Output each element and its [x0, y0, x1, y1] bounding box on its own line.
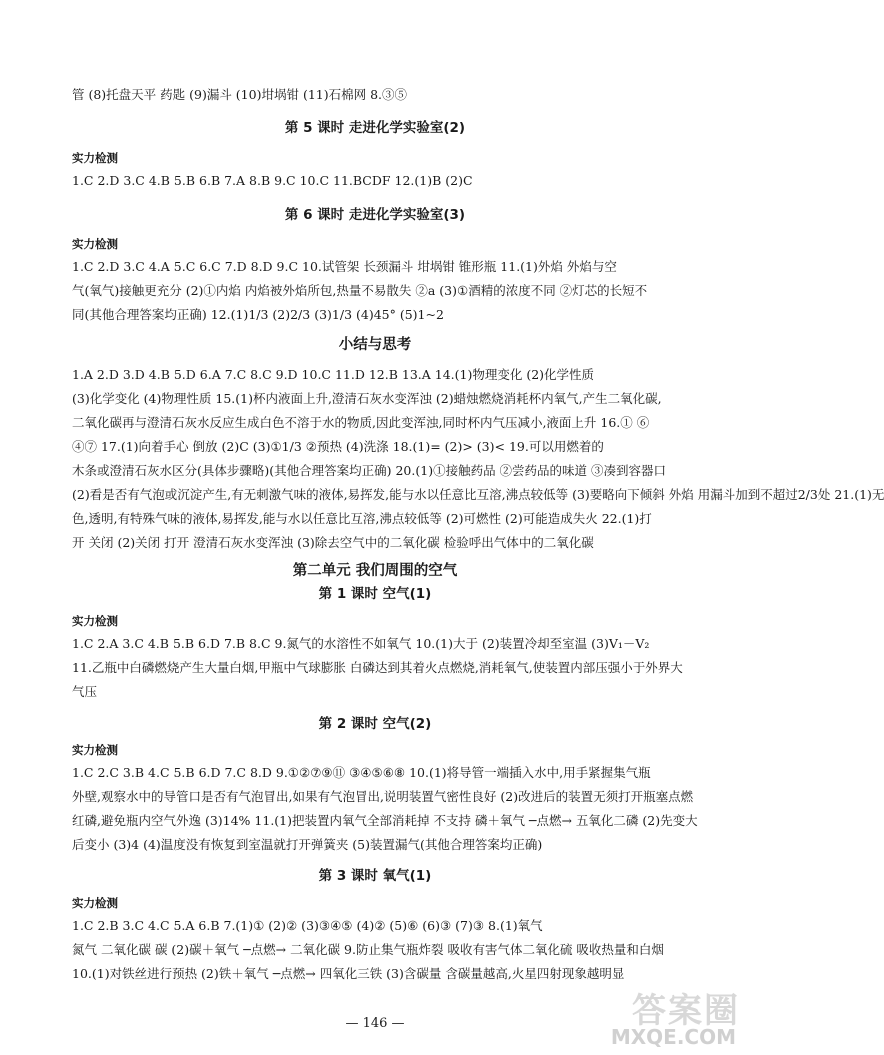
section-title: 第 1 课时 空气(1) — [318, 586, 432, 602]
section-subtitle: 实力检测 — [72, 896, 118, 910]
text-line: 后变小 (3)4 (4)温度没有恢复到室温就打开弹簧夹 (5)装置漏气(其他合理答案均正确) — [72, 837, 543, 852]
text-line: (2)看是否有气泡或沉淀产生,有无刺激气味的液体,易挥发,能与水以任意比互溶,沸点较低等 (3)要略向下倾斜 外焰 用漏斗加到不超过2/3处 21.(1)无 — [72, 487, 884, 502]
text-line: 1.C 2.A 3.C 4.B 5.B 6.D 7.B 8.C 9.氮气的水溶性不如氧气 10.(1)大于 (2)装置冷却至室温 (3)V₁－V₂ — [72, 636, 650, 651]
section-title: 小结与思考 — [338, 337, 412, 353]
section-subtitle: 实力检测 — [72, 614, 118, 628]
section-subtitle: 实力检测 — [72, 743, 118, 757]
watermark-text: 答案圈 — [632, 991, 740, 1031]
text-line: 木条或澄清石灰水区分(具体步骤略)(其他合理答案均正确) 20.(1)①接触药品 ②尝药品的味道 ③凑到容器口 — [72, 463, 667, 478]
text-line: (3)化学变化 (4)物理性质 15.(1)杯内液面上升,澄清石灰水变浑浊 (2)蜡烛燃烧消耗杯内氧气,产生二氧化碳, — [72, 391, 662, 406]
text-line: ④⑦ 17.(1)向着手心 倒放 (2)C (3)①1/3 ②预热 (4)洗涤 18.(1)= (2)> (3)< 19.可以用燃着的 — [72, 439, 604, 454]
text-line: 同(其他合理答案均正确) 12.(1)1/3 (2)2/3 (3)1/3 (4)45° (5)1~2 — [72, 307, 444, 322]
section-title: 第 2 课时 空气(2) — [318, 716, 432, 732]
unit-title: 第二单元 我们周围的空气 — [292, 563, 458, 579]
text-line: 红磷,避免瓶内空气外逸 (3)14% 11.(1)把装置内氧气全部消耗掉 不支持 磷＋氧气 ─点燃→ 五氧化二磷 (2)先变大 — [72, 813, 698, 828]
section-title: 第 6 课时 走进化学实验室(3) — [284, 207, 466, 223]
text-line: 开 关闭 (2)关闭 打开 澄清石灰水变浑浊 (3)除去空气中的二氧化碳 检验呼出气体中的二氧化碳 — [72, 535, 594, 550]
text-line: 气压 — [72, 684, 98, 699]
section-subtitle: 实力检测 — [72, 237, 118, 251]
text-line: 1.A 2.D 3.D 4.B 5.D 6.A 7.C 8.C 9.D 10.C 11.D 12.B 13.A 14.(1)物理变化 (2)化学性质 — [72, 367, 595, 382]
text-line: 外壁,观察水中的导管口是否有气泡冒出,如果有气泡冒出,说明装置气密性良好 (2)改进后的装置无须打开瓶塞点燃 — [72, 789, 694, 804]
text-line: 氮气 二氧化碳 碳 (2)碳＋氧气 ─点燃→ 二氧化碳 9.防止集气瓶炸裂 吸收有害气体二氧化硫 吸收热量和白烟 — [72, 942, 664, 957]
watermark-logo — [604, 981, 744, 1051]
text-line: 11.乙瓶中白磷燃烧产生大量白烟,甲瓶中气球膨胀 白磷达到其着火点燃烧,消耗氧气,使装置内部压强小于外界大 — [72, 660, 683, 675]
text-line: 色,透明,有特殊气味的液体,易挥发,能与水以任意比互溶,沸点较低等 (2)可燃性 (2)可能造成失火 22.(1)打 — [72, 511, 652, 526]
text-line: 10.(1)对铁丝进行预热 (2)铁＋氧气 ─点燃→ 四氧化三铁 (3)含碳量 含碳量越高,火星四射现象越明显 — [72, 966, 625, 981]
text-line: 1.C 2.D 3.C 4.B 5.B 6.B 7.A 8.B 9.C 10.C 11.BCDF 12.(1)B (2)C — [72, 173, 473, 188]
page-number: — 146 — — [345, 1016, 405, 1031]
text-line: 1.C 2.C 3.B 4.C 5.B 6.D 7.C 8.D 9.①②⑦⑨⑪ ③④⑤⑥⑧ 10.(1)将导管一端插入水中,用手紧握集气瓶 — [72, 765, 651, 780]
text-line: 1.C 2.D 3.C 4.A 5.C 6.C 7.D 8.D 9.C 10.试管架 长颈漏斗 坩埚钳 锥形瓶 11.(1)外焰 外焰与空 — [72, 259, 617, 274]
section-subtitle: 实力检测 — [72, 151, 118, 165]
section-title: 第 5 课时 走进化学实验室(2) — [284, 120, 466, 136]
watermark-url: MXQE.COM — [610, 1025, 736, 1049]
text-line: 1.C 2.B 3.C 4.C 5.A 6.B 7.(1)① (2)② (3)③④⑤ (4)② (5)⑥ (6)③ (7)③ 8.(1)氧气 — [72, 918, 543, 933]
text-line: 气(氧气)接触更充分 (2)①内焰 内焰被外焰所包,热量不易散失 ②a (3)①酒精的浓度不同 ②灯芯的长短不 — [72, 283, 648, 298]
text-line: 二氧化碳再与澄清石灰水反应生成白色不溶于水的物质,因此变浑浊,同时杯内气压减小,液面上升 16.① ⑥ — [72, 415, 650, 430]
text-line: 管 (8)托盘天平 药匙 (9)漏斗 (10)坩埚钳 (11)石棉网 8.③⑤ — [72, 87, 407, 102]
section-title: 第 3 课时 氧气(1) — [318, 868, 432, 884]
